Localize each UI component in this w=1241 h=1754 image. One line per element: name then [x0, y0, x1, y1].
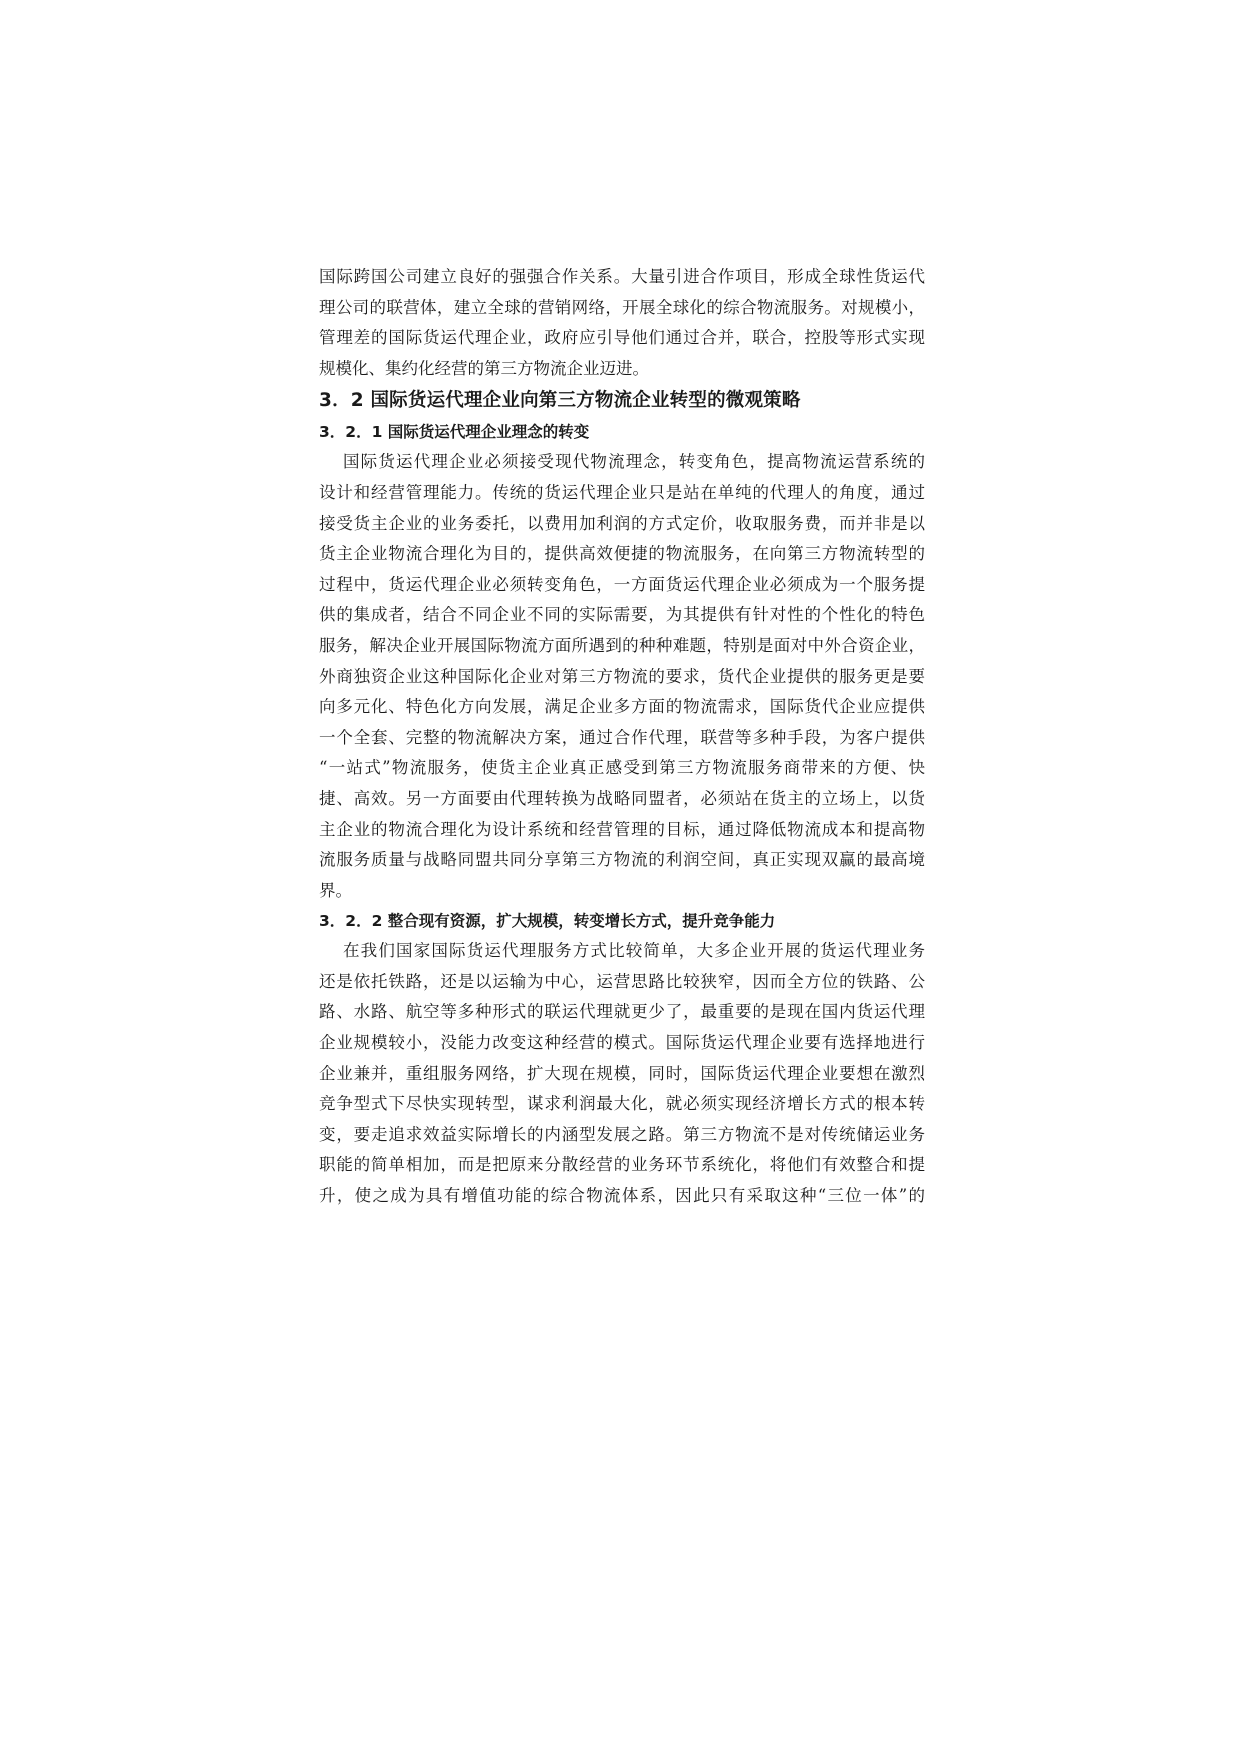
subsection-heading-3-2-1: 3．2．1 国际货运代理企业理念的转变 — [319, 423, 590, 442]
text-line: 捷、高效。另一方面要由代理转换为战略同盟者，必须站在货主的立场上，以货 — [319, 788, 925, 808]
text-line: 升，使之成为具有增值功能的综合物流体系，因此只有采取这种“三位一体”的 — [319, 1186, 925, 1206]
text-line: 界。 — [319, 880, 352, 900]
text-line: 一个全套、完整的物流解决方案，通过合作代理，联营等多种手段，为客户提供 — [319, 727, 925, 747]
text-line: 过程中，货运代理企业必须转变角色，一方面货运代理企业必须成为一个服务提 — [319, 574, 925, 594]
text-line: 路、水路、航空等多种形式的联运代理就更少了，最重要的是现在国内货运代理 — [319, 1002, 925, 1022]
text-line: 管理差的国际货运代理企业，政府应引导他们通过合并，联合，控股等形式实现 — [319, 328, 925, 348]
text-line: 企业规模较小，没能力改变这种经营的模式。国际货运代理企业要有选择地进行 — [319, 1033, 925, 1053]
document-page — [319, 262, 925, 1212]
paragraph-resource-integration — [319, 936, 925, 1211]
text-line: 企业兼并，重组服务网络，扩大现在规模，同时，国际货运代理企业要想在激烈 — [319, 1063, 925, 1083]
text-line: 主企业的物流合理化为设计系统和经营管理的目标，通过降低物流成本和提高物 — [319, 819, 925, 839]
text-line: 国际跨国公司建立良好的强强合作关系。大量引进合作项目，形成全球性货运代 — [319, 267, 925, 286]
text-line: 国际货运代理企业必须接受现代物流理念，转变角色，提高物流运营系统的 — [343, 452, 925, 472]
text-line: 理公司的联营体，建立全球的营销网络，开展全球化的综合物流服务。对规模小， — [319, 297, 925, 317]
text-line: 还是依托铁路，还是以运输为中心，运营思路比较狭窄，因而全方位的铁路、公 — [319, 971, 925, 991]
text-line: 竞争型式下尽快实现转型，谋求利润最大化，就必须实现经济增长方式的根本转 — [319, 1094, 925, 1114]
paragraph-concept-change — [319, 447, 925, 906]
text-line: 设计和经营管理能力。传统的货运代理企业只是站在单纯的代理人的角度，通过 — [319, 482, 925, 502]
text-line: “一站式”物流服务，使货主企业真正感受到第三方物流服务商带来的方便、快 — [319, 758, 925, 778]
text-line: 变，要走追求效益实际增长的内涵型发展之路。第三方物流不是对传统储运业务 — [319, 1124, 925, 1144]
text-line: 向多元化、特色化方向发展，满足企业多方面的物流需求，国际货代企业应提供 — [319, 697, 925, 717]
subsection-heading-3-2-2: 3．2．2 整合现有资源，扩大规模，转变增长方式，提升竞争能力 — [319, 912, 776, 931]
text-line: 供的集成者，结合不同企业不同的实际需要，为其提供有针对性的个性化的特色 — [319, 605, 925, 625]
text-line: 货主企业物流合理化为目的，提供高效便捷的物流服务，在向第三方物流转型的 — [319, 544, 925, 564]
paragraph-intro — [319, 262, 925, 384]
text-line: 规模化、集约化经营的第三方物流企业迈进。 — [319, 358, 649, 378]
text-line: 在我们国家国际货运代理服务方式比较简单，大多企业开展的货运代理业务 — [343, 941, 925, 961]
section-heading-3-2: 3．2 国际货运代理企业向第三方物流企业转型的微观策略 — [319, 390, 801, 412]
text-line: 流服务质量与战略同盟共同分享第三方物流的利润空间，真正实现双赢的最高境 — [319, 850, 925, 870]
text-line: 职能的简单相加，而是把原来分散经营的业务环节系统化，将他们有效整合和提 — [319, 1155, 925, 1175]
text-line: 外商独资企业这种国际化企业对第三方物流的要求，货代企业提供的服务更是要 — [319, 666, 925, 686]
text-line: 接受货主企业的业务委托，以费用加利润的方式定价，收取服务费，而并非是以 — [319, 513, 925, 533]
text-line: 服务，解决企业开展国际物流方面所遇到的种种难题，特别是面对中外合资企业， — [319, 635, 925, 655]
